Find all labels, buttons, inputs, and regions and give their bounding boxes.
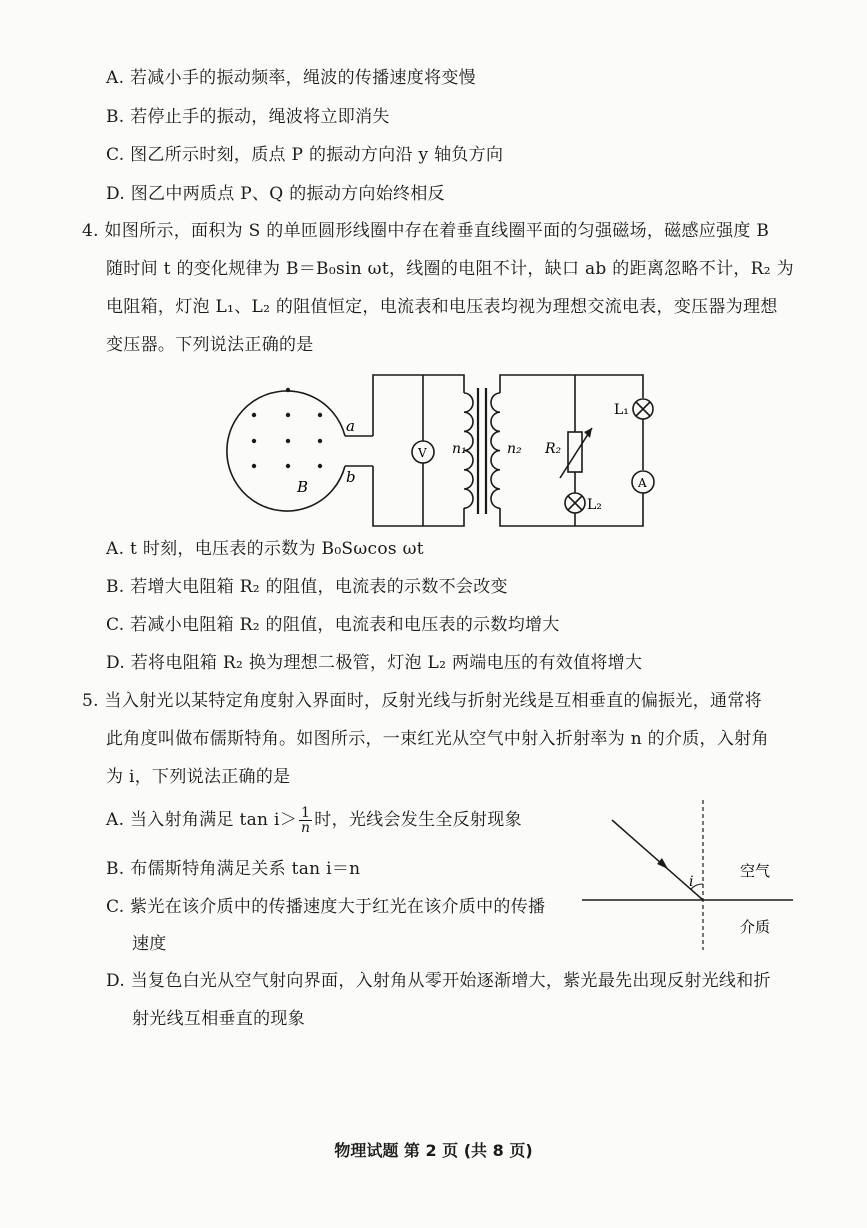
- label-n2: n₂: [507, 441, 522, 457]
- label-l2: L₂: [587, 497, 602, 513]
- q5-option-d-line1: D. 当复色白光从空气射向界面，入射角从零开始逐渐增大，紫光最先出现反射光线和折: [106, 971, 771, 991]
- q3-option-d: D. 图乙中两质点 P、Q 的振动方向始终相反: [106, 184, 445, 204]
- label-air: 空气: [740, 862, 771, 880]
- secondary-coil: [491, 393, 500, 508]
- label-angle-i: i: [689, 874, 694, 890]
- q5-option-a-post: 时，光线会发生全反射现象: [314, 810, 522, 830]
- label-l1: L₁: [614, 402, 629, 418]
- label-ammeter: A: [638, 476, 647, 490]
- fraction-one-over-n: $\frac{1}{n}$: [300, 805, 311, 836]
- q5-option-d-line2: 射光线互相垂直的现象: [132, 1009, 305, 1029]
- q4-option-c: C. 若减小电阻箱 R₂ 的阻值，电流表和电压表的示数均增大: [106, 615, 560, 635]
- label-field-b: B: [297, 478, 309, 496]
- label-n1: n₁: [452, 441, 467, 457]
- q4-option-d: D. 若将电阻箱 R₂ 换为理想二极管，灯泡 L₂ 两端电压的有效值将增大: [106, 653, 643, 673]
- label-r2: R₂: [545, 441, 562, 457]
- resistor-r2: [568, 432, 582, 472]
- q5-option-a: [106, 806, 522, 835]
- label-voltmeter: V: [418, 446, 427, 460]
- label-medium: 介质: [740, 918, 771, 936]
- q5-option-c-line1: C. 紫光在该介质中的传播速度大于红光在该介质中的传播: [106, 897, 546, 917]
- q3-option-b: B. 若停止手的振动，绳波将立即消失: [106, 107, 390, 127]
- q5-option-a-pre: A. 当入射角满足 tan i＞: [106, 810, 298, 830]
- q4-option-b: B. 若增大电阻箱 R₂ 的阻值，电流表的示数不会改变: [106, 577, 508, 597]
- q5-option-b: B. 布儒斯特角满足关系 tan i＝n: [106, 859, 361, 879]
- q5-option-c-line2: 速度: [132, 934, 167, 954]
- label-b: b: [346, 468, 356, 486]
- q4-stem-line3: 电阻箱，灯泡 L₁、L₂ 的阻值恒定，电流表和电压表均视为理想交流电表，变压器为理想: [106, 297, 778, 317]
- q4-stem-line2: 随时间 t 的变化规律为 B＝B₀sin ωt，线圈的电阻不计，缺口 ab 的距离忽略不计，R₂ 为: [106, 259, 794, 279]
- label-a: a: [346, 417, 355, 435]
- q4-option-a: A. t 时刻，电压表的示数为 B₀Sωcos ωt: [106, 539, 424, 559]
- q5-stem-line3: 为 i，下列说法正确的是: [106, 767, 291, 787]
- coil-circle: [227, 391, 345, 511]
- q3-option-a: A. 若减小手的振动频率，绳波的传播速度将变慢: [106, 68, 476, 88]
- q4-stem-line1: 4. 如图所示，面积为 S 的单匝圆形线圈中存在着垂直线圈平面的匀强磁场，磁感应强度 B: [82, 221, 770, 241]
- q4-stem-line4: 变压器。下列说法正确的是: [106, 335, 314, 355]
- q3-option-c: C. 图乙所示时刻，质点 P 的振动方向沿 y 轴负方向: [106, 145, 504, 165]
- magnetic-field-dots: [252, 388, 322, 468]
- q5-stem-line2: 此角度叫做布儒斯特角。如图所示，一束红光从空气中射入折射率为 n 的介质，入射角: [106, 729, 769, 749]
- page-footer: 物理试题 第 2 页 (共 8 页): [334, 1141, 533, 1160]
- q5-stem-line1: 5. 当入射光以某特定角度射入界面时，反射光线与折射光线是互相垂直的偏振光，通常将: [82, 691, 762, 711]
